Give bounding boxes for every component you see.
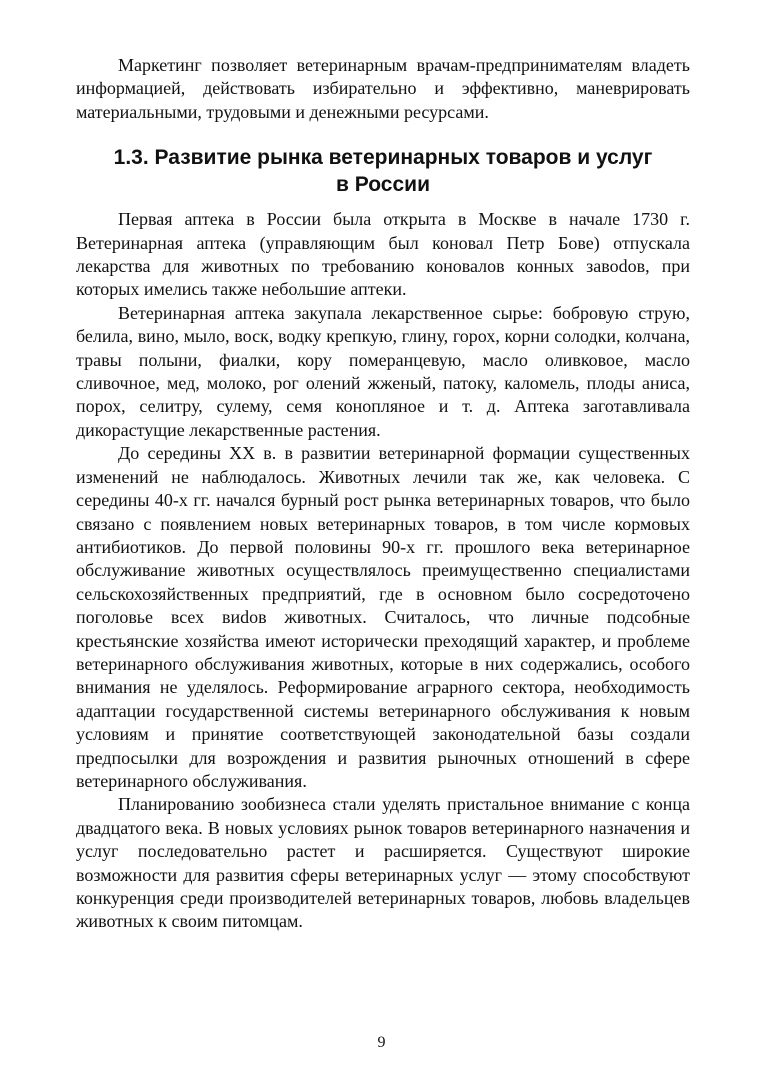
paragraph: До середины XX в. в развитии ветеринарной формации существенных изменений не наблюдалось. Животных лечили так же, как человека. С середины 40-х гг. начался бурный рост рынка ветеринарных товаров, что было связано с появлением новых ветеринарных товаров, в том числе кормовых антибиотиков. До первой половины 90-х гг. прошлого века ветеринарное обслуживание животных осуществлялось преимущественно специалистами сельскохозяйственных предприятий, где в основном было сосредоточено поголовье всех виdов животных. Считалось, что личные подсобные крестьянские хозяйства имеют исторически преходящий характер, и проблеме ветеринарного обслуживания животных, которые в них содержались, особого внимания не уделялось. Реформирование аграрного сектора, необходимость адаптации государственной системы ветеринарного обслуживания к новым условиям и принятие соответствующей законодательной базы создали предпосылки для возрождения и развития рыночных отношений в сфере ветеринарного обслуживания. — [76, 443, 690, 791]
paragraph: Первая аптека в России была открыта в Москве в начале 1730 г. Ветеринарная аптека (управляющим был коновал Петр Бове) отпускала лекарства для животных по требованию коновалов конных завоdов, при которых имелись также небольшие аптеки. — [76, 209, 690, 300]
paragraph: Ветеринарная аптека закупала лекарственное сырье: бобровую струю, белила, вино, мыло, воск, водку крепкую, глину, горох, корни солодки, колчана, травы полыни, фиалки, кору померанцевую, масло оливковое, масло сливочное, мед, молоко, рог олений жженый, патоку, каломель, плоды аниса, порох, селитру, сулему, семя конопляное и т. д. Аптека заготавливала дикорастущие лекарственные растения. — [76, 302, 690, 440]
page-number: 9 — [377, 1034, 386, 1051]
document-page — [76, 54, 690, 934]
section-title: 1.3. Развитие рынка ветеринарных товаров и услуг в России — [113, 146, 653, 197]
intro-paragraph: Маркетинг позволяет ветеринарным врачам-предпринимателям владеть информацией, действовать избирательно и эффективно, маневрировать материальными, трудовыми и денежными ресурсами. — [76, 55, 690, 122]
paragraph: Планированию зообизнеса стали уделять пристальное внимание с конца двадцатого века. В новых условиях рынок товаров ветеринарного назначения и услуг последовательно растет и расширяется. Существуют широкие возможности для развития сферы ветеринарных услуг — этому способствуют конкуренция среди производителей ветеринарных товаров, любовь владельцев животных к своим питомцам. — [76, 794, 690, 932]
